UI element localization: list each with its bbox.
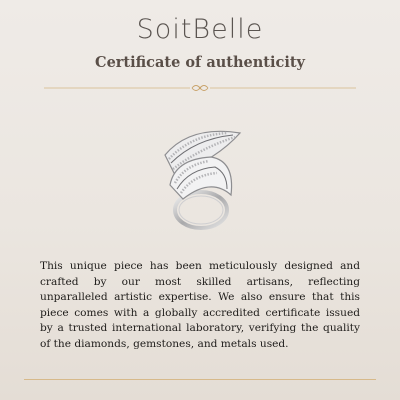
ornamental-divider-icon: [44, 83, 356, 93]
ring-product-image: [155, 125, 245, 240]
certificate-title: Certificate of authenticity: [95, 54, 305, 71]
certificate-description: This unique piece has been meticulously designed and crafted by our most skilled artisans, reflecting unparalleled artistic expertise. We also ensure that this piece comes with a globally accredited certificate issued by a trusted international laboratory, verifying the quality of the diamonds, gemstones, and metals used.: [40, 260, 360, 350]
brand-logo: SoitBelle: [136, 14, 264, 45]
bottom-divider: [24, 379, 376, 380]
